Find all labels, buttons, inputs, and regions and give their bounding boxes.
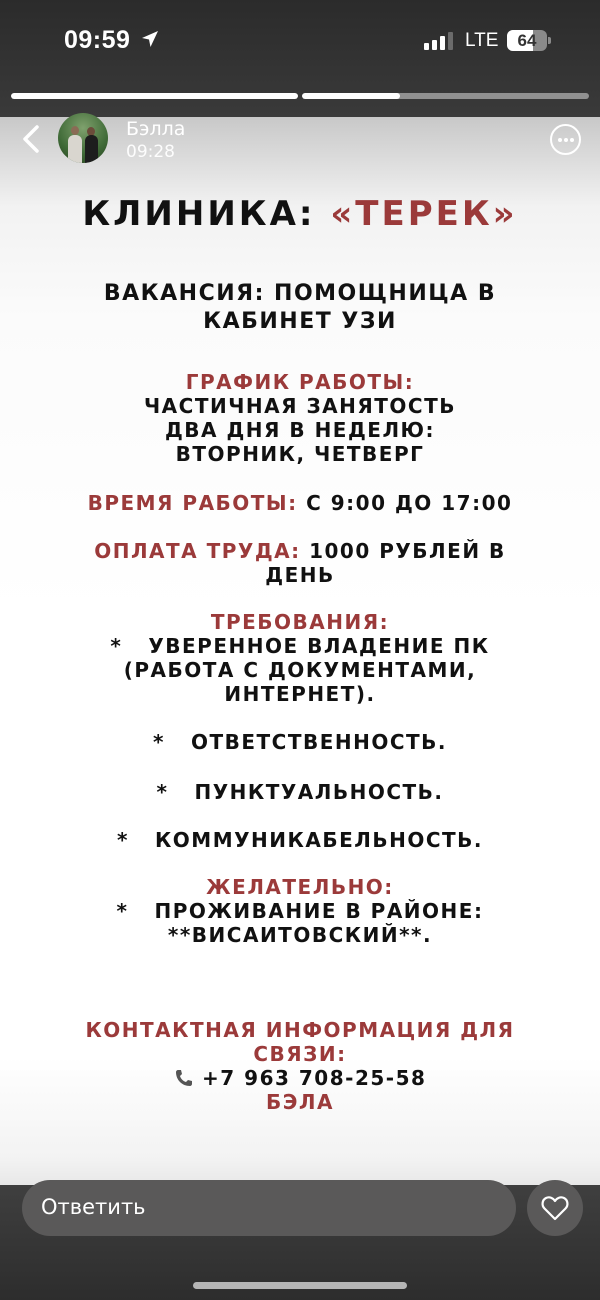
requirement-item-cont: (РАБОТА С ДОКУМЕНТАМИ, bbox=[123, 658, 477, 682]
requirements-heading: ТРЕБОВАНИЯ: bbox=[210, 610, 390, 634]
posted-time: 09:28 bbox=[126, 142, 175, 162]
signal-icon bbox=[424, 32, 454, 50]
schedule-heading: ГРАФИК РАБОТЫ: bbox=[185, 370, 415, 394]
schedule-section bbox=[20, 370, 580, 466]
pay-value: 1000 РУБЛЕЙ В bbox=[300, 539, 506, 563]
preferred-heading: ЖЕЛАТЕЛЬНО: bbox=[206, 875, 394, 899]
requirement-item: * КОММУНИКАБЕЛЬНОСТЬ. bbox=[116, 828, 483, 852]
requirement-item: * УВЕРЕННОЕ ВЛАДЕНИЕ ПК bbox=[110, 634, 490, 658]
phone-icon bbox=[174, 1068, 194, 1088]
pay-value-cont: ДЕНЬ bbox=[265, 563, 335, 587]
story-progress bbox=[11, 93, 589, 99]
progress-segment-1 bbox=[11, 93, 298, 99]
schedule-line: ДВА ДНЯ В НЕДЕЛЮ: bbox=[164, 418, 436, 442]
hours-value: С 9:00 ДО 17:00 bbox=[297, 491, 513, 515]
contact-heading: КОНТАКТНАЯ ИНФОРМАЦИЯ ДЛЯ bbox=[85, 1018, 515, 1042]
clinic-name: «ТЕРЕК» bbox=[330, 194, 518, 234]
clinic-label: КЛИНИКА: bbox=[82, 194, 331, 234]
battery-icon bbox=[507, 30, 547, 51]
requirements-section bbox=[20, 610, 580, 706]
battery-level: 64 bbox=[517, 31, 537, 50]
location-arrow-icon bbox=[140, 29, 160, 49]
preferred-item-cont: **ВИСАИТОВСКИЙ**. bbox=[167, 923, 433, 947]
like-button[interactable] bbox=[527, 1180, 583, 1236]
schedule-line: ВТОРНИК, ЧЕТВЕРГ bbox=[175, 442, 425, 466]
status-time: 09:59 bbox=[64, 26, 131, 54]
hours-section bbox=[20, 491, 580, 515]
network-type: LTE bbox=[465, 30, 499, 51]
battery-tip bbox=[548, 37, 551, 44]
preferred-section: ЖЕЛАТЕЛЬНО: * ПРОЖИВАНИЕ В РАЙОНЕ: **ВИСАИТОВСКИЙ**. bbox=[20, 875, 580, 947]
requirement-item: * ОТВЕТСТВЕННОСТЬ. bbox=[152, 730, 448, 754]
contact-name: БЭЛА bbox=[265, 1090, 334, 1114]
author-name[interactable]: Бэлла bbox=[126, 118, 186, 140]
reply-placeholder: Ответить bbox=[41, 1195, 146, 1219]
back-chevron-icon[interactable] bbox=[18, 124, 44, 154]
progress-segment-2 bbox=[302, 93, 589, 99]
schedule-line: ЧАСТИЧНАЯ ЗАНЯТОСТЬ bbox=[144, 394, 456, 418]
pay-section bbox=[20, 539, 580, 587]
phone-number: +7 963 708-25-58 bbox=[202, 1066, 427, 1090]
pay-label: ОПЛАТА ТРУДА: bbox=[94, 539, 301, 563]
contact-heading-cont: СВЯЗИ: bbox=[253, 1042, 347, 1066]
requirement-item: * ПУНКТУАЛЬНОСТЬ. bbox=[156, 780, 444, 804]
hours-label: ВРЕМЯ РАБОТЫ: bbox=[87, 491, 298, 515]
reply-input[interactable] bbox=[22, 1180, 516, 1236]
more-options-icon[interactable] bbox=[550, 124, 581, 155]
vacancy-title: ВАКАНСИЯ: ПОМОЩНИЦА В КАБИНЕТ УЗИ bbox=[103, 281, 497, 334]
contact-section bbox=[10, 1018, 590, 1114]
poster-title bbox=[0, 194, 600, 234]
home-indicator[interactable] bbox=[193, 1282, 407, 1289]
heart-icon bbox=[541, 1195, 569, 1221]
avatar[interactable] bbox=[58, 113, 108, 163]
status-bar bbox=[0, 0, 600, 118]
requirement-item-cont: ИНТЕРНЕТ). bbox=[224, 682, 376, 706]
preferred-item: ПРОЖИВАНИЕ В РАЙОНЕ: bbox=[154, 899, 484, 923]
